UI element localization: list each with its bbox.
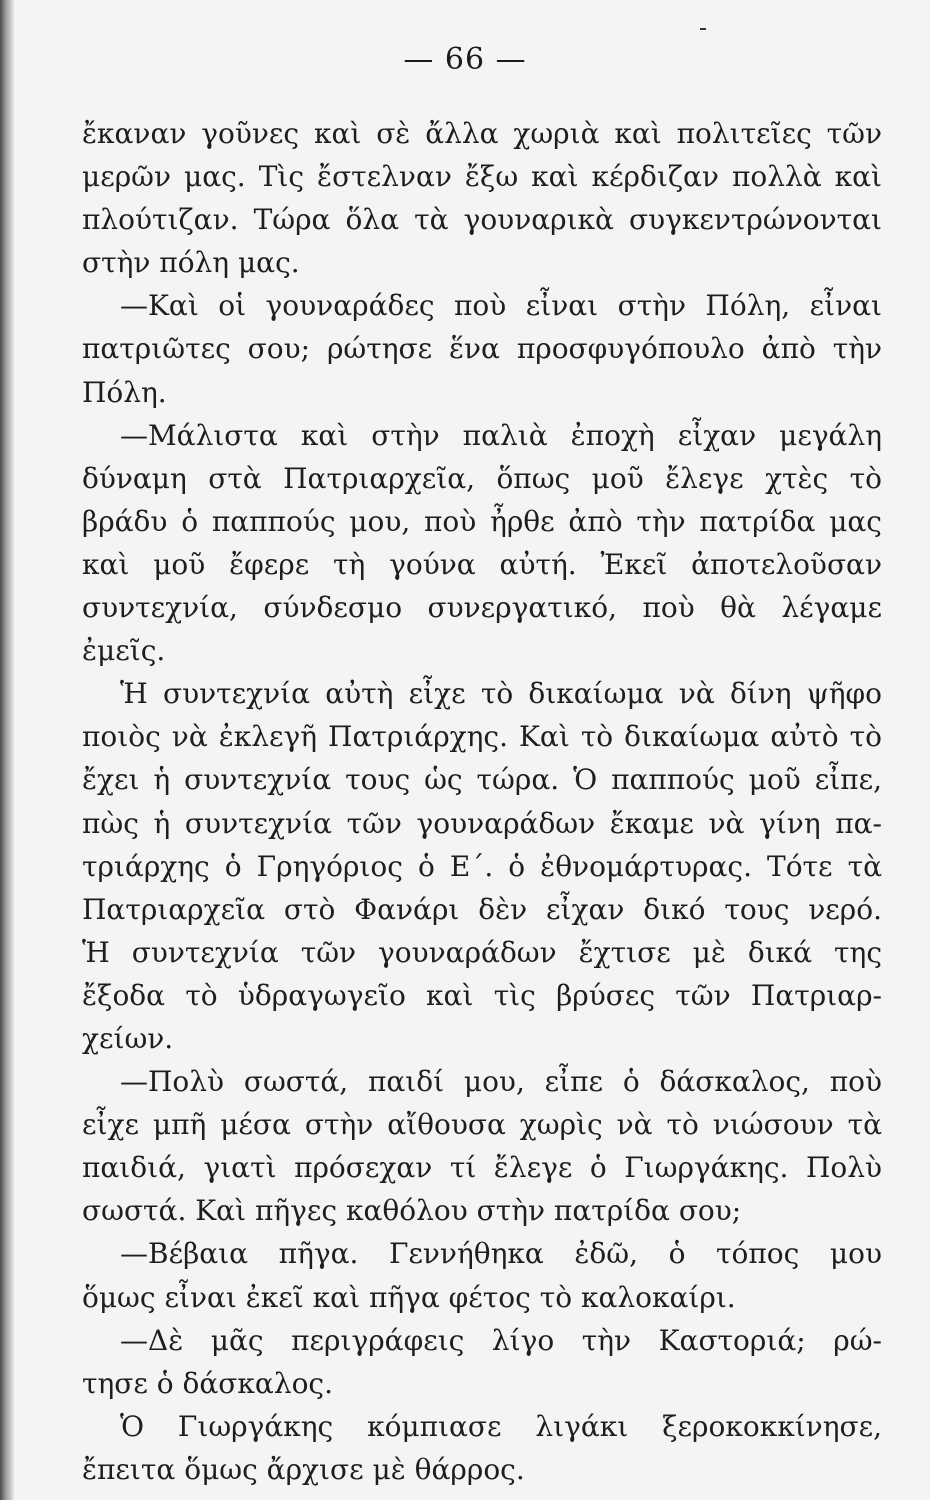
text-line: —Δὲ μᾶς περιγράφεις λίγο τὴν Καστοριά; ρώ- [120,1323,882,1357]
text-line: —Πολὺ σωστά, παιδί μου, εἶπε ὁ δάσκαλος, ποὺ [120,1065,882,1099]
text-line: Ἡ συντεχνία αὐτὴ εἶχε τὸ δικαίωμα νὰ δίνη ψῆφο [120,677,882,711]
text-line: —Καὶ οἱ γουναράδες ποὺ εἶναι στὴν Πόλη, εἶναι [120,289,882,323]
text-line: παιδιά, γιατὶ πρόσεχαν τί ἔλεγε ὁ Γιωργάκης. Πολὺ [82,1151,882,1185]
body-text [82,112,882,1491]
text-line: πὼς ἡ συντεχνία τῶν γουναράδων ἔκαμε νὰ γίνη πα- [82,806,882,840]
text-line: ἔκαναν γοῦνες καὶ σὲ ἄλλα χωριὰ καὶ πολιτεῖες τῶν [82,117,882,150]
text-line: τησε ὁ δάσκαλος. [82,1366,334,1400]
page-number: — 66 — [403,42,527,77]
text-line: βράδυ ὁ παππούς μου, ποὺ ἦρθε ἀπὸ τὴν πατρίδα μας [82,504,882,538]
text-line: ἔξοδα τὸ ὑδραγωγεῖο καὶ τὶς βρύσες τῶν Πατριαρ- [82,978,882,1012]
text-line: Ἡ συντεχνία τῶν γουναράδων ἔχτισε μὲ δικά της [82,935,882,969]
text-line: Πόλη. [82,375,167,409]
text-line: πλούτιζαν. Τώρα ὅλα τὰ γουναρικὰ συγκεντρώνονται [82,203,882,237]
text-line: μερῶν μας. Τὶς ἔστελναν ἔξω καὶ κέρδιζαν πολλὰ καὶ [82,160,882,194]
text-line: δύναμη στὰ Πατριαρχεῖα, ὅπως μοῦ ἔλεγε χτὲς τὸ [82,461,882,495]
page-gutter-shadow [0,0,14,1500]
text-line: πατριῶτες σου; ρώτησε ἕνα προσφυγόπουλο ἀπὸ τὴν [82,332,882,366]
text-line: ἐμεῖς. [82,634,166,668]
text-line: ὅμως εἶναι ἐκεῖ καὶ πῆγα φέτος τὸ καλοκαίρι. [82,1280,736,1314]
text-line: σωστά. Καὶ πῆγες καθόλου στὴν πατρίδα σου; [82,1194,742,1228]
text-line: στὴν πόλη μας. [82,246,300,280]
text-line: Ὁ Γιωργάκης κόμπιασε λιγάκι ξεροκοκκίνησε, [120,1409,882,1443]
text-line: Πατριαρχεῖα στὸ Φανάρι δὲν εἶχαν δικό τους νερό. [82,892,882,926]
text-line: —Μάλιστα καὶ στὴν παλιὰ ἐποχὴ εἶχαν μεγάλη [120,418,882,452]
print-mark [700,28,706,30]
text-line: συντεχνία, σύνδεσμο συνεργατικό, ποὺ θὰ λέγαμε [82,591,882,625]
text-line: ποιὸς νὰ ἐκλεγῆ Πατριάρχης. Καὶ τὸ δικαίωμα αὐτὸ τὸ [82,720,882,754]
text-line: εἶχε μπῆ μέσα στὴν αἴθουσα χωρὶς νὰ τὸ νιώσουν τὰ [82,1108,882,1142]
text-line: τριάρχης ὁ Γρηγόριος ὁ Ε΄. ὁ ἐθνομάρτυρας. Τότε τὰ [82,849,882,883]
text-line: ἔπειτα ὅμως ἄρχισε μὲ θάρρος. [82,1452,525,1486]
text-line: χείων. [82,1021,174,1055]
text-line: —Βέβαια πῆγα. Γεννήθηκα ἐδῶ, ὁ τόπος μου [120,1237,882,1271]
text-line: καὶ μοῦ ἔφερε τὴ γούνα αὐτή. Ἐκεῖ ἀποτελοῦσαν [82,547,882,581]
text-line: ἔχει ἡ συντεχνία τους ὡς τώρα. Ὁ παππούς μοῦ εἶπε, [82,763,882,797]
